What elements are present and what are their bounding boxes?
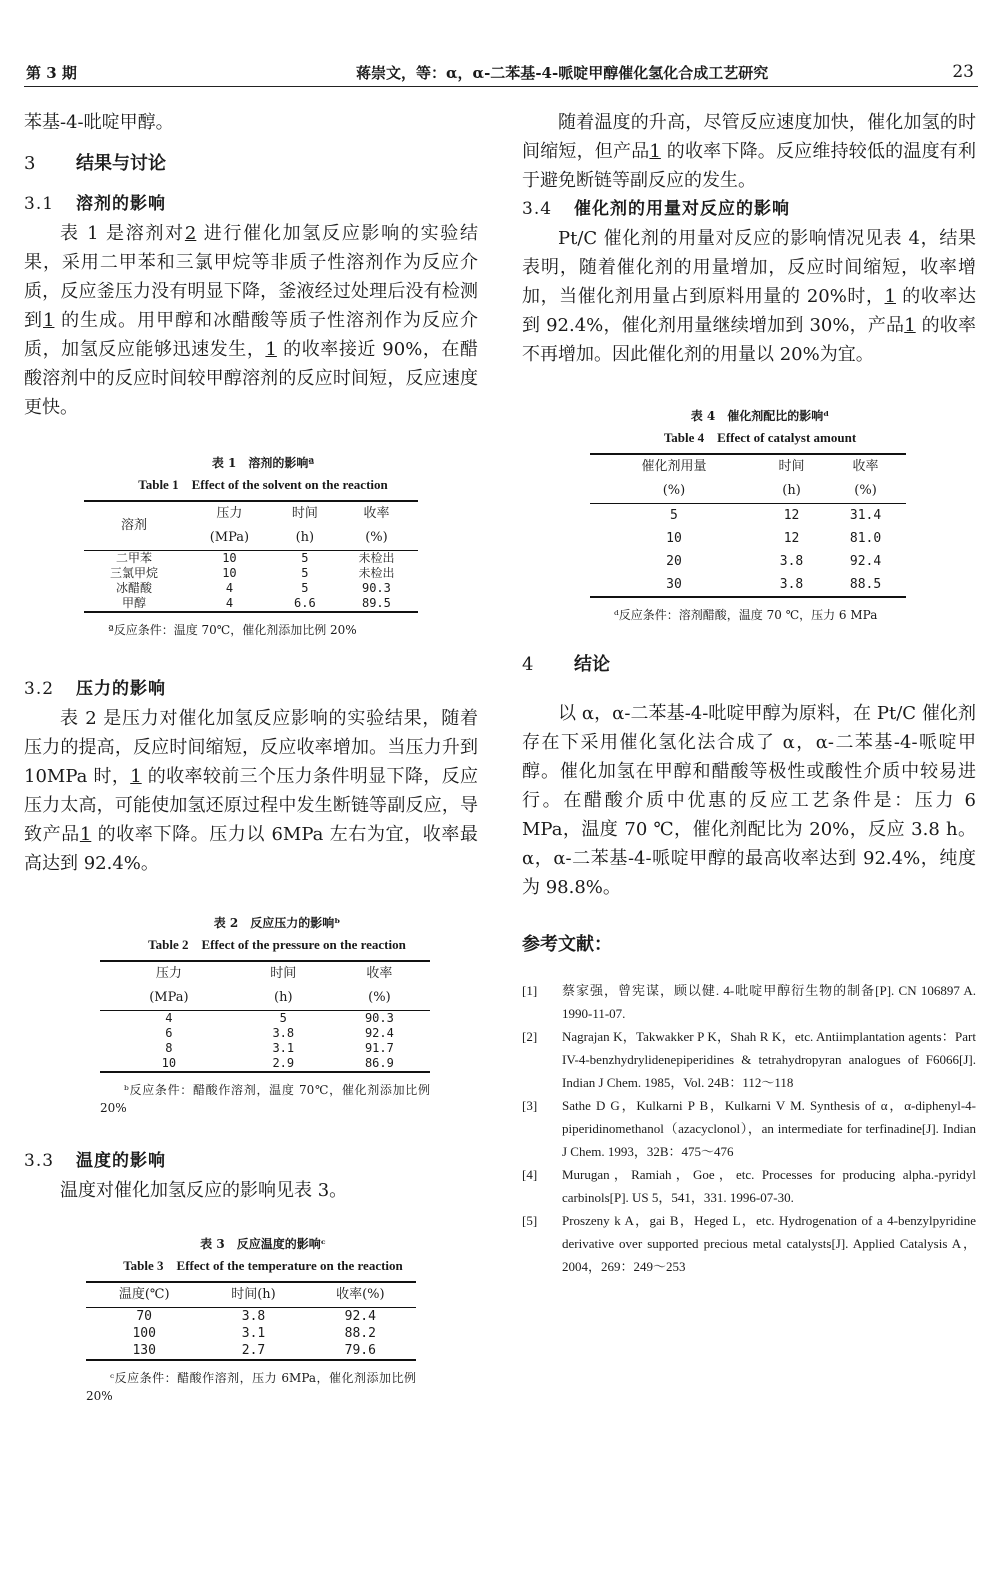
section-number: 3 (24, 153, 36, 174)
cell: 8 (165, 1041, 173, 1055)
reference-list (522, 979, 976, 1278)
cell: 88.2 (344, 1326, 376, 1341)
reference-text: Murugan，Ramiah，Goe，etc. Processes for producing alpha.-pyridyl carbinols[P]. US 5，541，331. 1996-07-30. (562, 1167, 976, 1205)
table-4-note: ᵈ反应条件：溶剂醋酸，温度 70 ℃，压力 6 MPa (614, 608, 878, 622)
col-header: 时间 (758, 454, 825, 479)
cell: 5 (279, 1011, 287, 1025)
reference-item (522, 979, 976, 1025)
text-run: 的收率较前三个压力条件明显下降，反应压力太高，可能使加氢还原过程中发生断链等副反应，导致产品 (24, 766, 478, 845)
col-header: 时间(h) (202, 1282, 304, 1308)
subsection-title: 压力的影响 (76, 679, 166, 699)
reference-text: Nagrajan K，Takwakker P K，Shah R K，etc. Antiimplantation agents：Part IV-4-benzhydrylidenepiperidines & tetrahydropyran analogues of F6066[J]. Indian J Chem. 1985，Vol. 24B：112～118 (562, 1029, 976, 1090)
cell: 3.1 (272, 1041, 295, 1055)
table-2-caption-en (100, 936, 430, 954)
subsection-3-2-heading (24, 675, 478, 704)
col-header: 收率(%) (305, 1282, 416, 1308)
reference-item (522, 1209, 976, 1278)
table-2-block (24, 914, 430, 1117)
section-title: 结果与讨论 (76, 153, 166, 174)
compound-ref: 1 (884, 286, 896, 307)
cell: 未检出 (358, 566, 395, 580)
col-unit: (MPa) (100, 986, 238, 1011)
col-unit: (h) (275, 526, 335, 551)
table-3-caption-cn: 表 3 反应温度的影响ᶜ (200, 1237, 326, 1251)
subsection-number: 3.1 (24, 194, 55, 214)
table-row (86, 1342, 416, 1360)
col-unit: (%) (329, 986, 430, 1011)
cell: 91.7 (364, 1041, 394, 1055)
text-run: 的收率接近 90%，在醋酸溶剂中的反应时间较甲醇溶剂的反应时间短，反应速度更快。 (24, 339, 479, 418)
cell: 92.4 (849, 554, 882, 569)
col-unit: (%) (825, 479, 906, 504)
text-run: Pt/C 催化剂的用量对反应的影响情况见表 4，结果表明，随着催化剂的用量增加，反应时间缩短，收率增加，当催化剂用量占到原料用量的 20%时， (522, 228, 976, 307)
cell: 89.5 (335, 596, 418, 612)
cell: 三氯甲烷 (109, 566, 158, 580)
col-header: 收率 (335, 501, 418, 526)
col-unit: (%) (590, 479, 758, 504)
cell: 10 (222, 551, 237, 565)
reference-item (522, 1025, 976, 1094)
cell: 70 (136, 1309, 153, 1324)
paragraph-pressure (24, 704, 478, 878)
section-title: 结论 (574, 654, 610, 675)
right-column (522, 108, 976, 1278)
table-row (84, 596, 418, 612)
cell: 3.8 (779, 554, 804, 569)
cell: 5 (301, 566, 309, 580)
cell: 4 (225, 581, 234, 595)
subsection-number: 3.2 (24, 679, 55, 699)
table-2-caption-cn: 表 2 反应压力的影响ᵇ (213, 916, 341, 930)
table-4-caption-cn: 表 4 催化剂配比的影响ᵈ (690, 409, 830, 423)
cell: 81.0 (849, 531, 882, 546)
running-title: 蒋崇文，等：α，α-二苯基-4-哌啶甲醇催化氢化合成工艺研究 (356, 64, 769, 82)
paragraph-conclusion: 以 α，α-二苯基-4-吡啶甲醇为原料，在 Pt/C 催化剂存在下采用催化氢化法合成了 α，α-二苯基-4-哌啶甲醇。催化加氢在甲醇和醋酸等极性或酸性介质中较易进行。在醋酸介质中优惠的反应工艺条件是：压力 6 MPa，温度 70 ℃，催化剂配比为 20%，反应 3.8 h。α，α-二苯基-4-哌啶甲醇的最高收率达到 92.4%，纯度为 98.8%。 (522, 703, 976, 898)
paragraph-catalyst (522, 224, 976, 369)
cell: 5 (670, 508, 678, 523)
col-unit: (MPa) (184, 526, 275, 551)
cell: 冰醋酸 (115, 581, 152, 595)
compound-ref: 1 (649, 141, 661, 162)
table-4-caption-en (590, 429, 906, 447)
table-2 (100, 960, 430, 1073)
table-1-caption-en (84, 476, 418, 494)
subsection-title: 温度的影响 (76, 1151, 166, 1171)
cell: 92.4 (344, 1309, 376, 1324)
table-row (86, 1325, 416, 1342)
table-row (590, 504, 906, 528)
table-row (100, 1026, 430, 1041)
reference-number: [3] (522, 1098, 538, 1113)
caption-en-text: Table 1 Effect of the solvent on the reaction (138, 477, 388, 492)
text-run: 的收率达到 92.4%，催化剂用量继续增加到 30%，产品 (522, 286, 976, 336)
col-header: 催化剂用量 (590, 454, 758, 479)
paragraph-temperature-cont (522, 108, 976, 195)
cell: 3.1 (241, 1326, 266, 1341)
cell: 6.6 (275, 596, 335, 612)
compound-ref: 1 (265, 339, 277, 360)
cell: 130 (86, 1342, 202, 1360)
table-2-note: ᵇ反应条件：醋酸作溶剂，温度 70℃，催化剂添加比例 20% (100, 1083, 430, 1115)
text-run: 的生成。用甲醇和冰醋酸等质子性溶剂作为反应介质，加氢反应能够迅速发生， (24, 310, 478, 360)
subsection-title: 溶剂的影响 (76, 194, 166, 214)
table-1 (84, 500, 418, 613)
header-rule (24, 86, 978, 87)
cell: 79.6 (305, 1342, 416, 1360)
reference-number: [4] (522, 1167, 538, 1182)
table-1-note: ª反应条件：温度 70℃，催化剂添加比例 20% (108, 623, 357, 637)
col-header: 溶剂 (84, 501, 184, 551)
table-3-block (24, 1235, 416, 1405)
text-run: 的收率下降。压力以 6MPa 左右为宜，收率最高达到 92.4%。 (24, 824, 478, 874)
section-number: 4 (522, 654, 534, 675)
text-run: 的收率下降。反应维持较低的温度有利于避免断链等副反应的发生。 (522, 141, 976, 191)
table-row (100, 1056, 430, 1072)
subsection-title: 催化剂的用量对反应的影响 (574, 199, 790, 219)
text-run: 表 2 是压力对催化加氢反应影响的实验结果，随着压力的提高，反应时间缩短，反应收率增加。当压力升到 10MPa 时， (24, 708, 478, 787)
compound-ref: 1 (79, 824, 92, 845)
table-3-caption-en (86, 1257, 416, 1275)
table-3 (86, 1281, 416, 1361)
col-header: 收率 (329, 961, 430, 986)
table-4 (590, 453, 906, 598)
caption-en-text: Table 2 Effect of the pressure on the reaction (148, 937, 406, 952)
paragraph-temperature: 温度对催化加氢反应的影响见表 3。 (60, 1180, 348, 1201)
cell: 3.8 (758, 573, 825, 597)
cell: 12 (783, 531, 800, 546)
reference-text: Proszeny k A，gai B，Heged L，etc. Hydrogenation of a 4-benzylpyridine derivative over supported precious metal catalysts[J]. Applied Catalysis A，2004，269：249～253 (562, 1213, 976, 1274)
table-row (590, 550, 906, 573)
cell: 2.9 (238, 1056, 329, 1072)
table-1-block (24, 454, 418, 639)
cell: 二甲苯 (115, 551, 152, 565)
cell: 3.8 (241, 1309, 266, 1324)
col-unit: (h) (758, 479, 825, 504)
cell: 90.3 (364, 1011, 394, 1025)
section-4-heading (522, 650, 976, 679)
caption-en-text: Table 3 Effect of the temperature on the reaction (123, 1258, 403, 1273)
cell: 6 (165, 1026, 173, 1040)
cell: 20 (666, 554, 682, 569)
reference-text: 蔡家强，曾宪谋，顾以健. 4-吡啶甲醇衍生物的制备[P]. CN 106897 A. 1990-11-07. (562, 983, 976, 1021)
col-header: 时间 (238, 961, 329, 986)
col-header: 时间 (275, 501, 335, 526)
reference-text: Sathe D G，Kulkarni P B，Kulkarni V M. Synthesis of α，α-diphenyl-4-piperidinomethanol（azacyclonol），an intermediate for terfinadine[J]. Indian J Chem. 1993，32B：475～476 (562, 1098, 976, 1159)
cell: 2.7 (202, 1342, 304, 1360)
text-run: 进行催化加氢反应影响的实验结果，采用二甲苯和三氯甲烷等非质子性溶剂作为反应介质，反应釜压力没有明显下降，釜液经过处理后没有检测到 (24, 223, 478, 331)
table-row (100, 1041, 430, 1056)
text-run: 随着温度的升高，尽管反应速度加快，催化加氢的时间缩短，但产品 (522, 112, 976, 162)
cell: 31.4 (849, 508, 882, 523)
reference-number: [2] (522, 1029, 538, 1044)
col-header: 压力 (100, 961, 238, 986)
cell: 12 (783, 508, 800, 523)
left-column (24, 108, 478, 1405)
col-header: 收率 (825, 454, 906, 479)
cell: 4 (165, 1011, 173, 1025)
reference-number: [1] (522, 983, 538, 998)
subsection-number: 3.4 (522, 199, 553, 219)
table-3-note: ᶜ反应条件：醋酸作溶剂，压力 6MPa，催化剂添加比例 20% (86, 1371, 416, 1403)
compound-ref: 1 (130, 766, 142, 787)
cell: 92.4 (364, 1026, 394, 1040)
section-3-heading (24, 149, 478, 178)
compound-ref: 1 (43, 310, 55, 331)
continued-text: 苯基-4-吡啶甲醇。 (24, 112, 174, 133)
subsection-3-1-heading (24, 190, 478, 219)
table-row (84, 566, 418, 581)
cell: 5 (301, 551, 309, 565)
table-row (84, 581, 418, 596)
issue-label: 第 3 期 (26, 64, 77, 82)
cell: 30 (590, 573, 758, 597)
table-4-block (522, 407, 906, 624)
col-header: 压力 (184, 501, 275, 526)
cell: 10 (100, 1056, 238, 1072)
table-row (84, 551, 418, 567)
table-row (590, 573, 906, 597)
page-number: 23 (952, 62, 974, 82)
cell: 甲醇 (84, 596, 184, 612)
text-run: 表 1 是溶剂对 (60, 223, 185, 244)
page-header (26, 62, 974, 86)
cell: 86.9 (329, 1056, 430, 1072)
cell: 4 (184, 596, 275, 612)
subsection-3-3-heading (24, 1147, 478, 1176)
subsection-number: 3.3 (24, 1151, 55, 1171)
text-run: 的收率不再增加。因此催化剂的用量以 20%为宜。 (522, 315, 976, 365)
cell: 未检出 (358, 551, 395, 565)
table-row (100, 1011, 430, 1027)
compound-ref: 1 (904, 315, 916, 336)
subsection-3-4-heading (522, 195, 976, 224)
reference-number: [5] (522, 1213, 538, 1228)
compound-ref: 2 (184, 223, 197, 244)
caption-en-text: Table 4 Effect of catalyst amount (663, 430, 857, 445)
paragraph-solvent (24, 219, 478, 422)
col-unit: (%) (335, 526, 418, 551)
reference-item (522, 1163, 976, 1209)
col-header: 温度(℃) (86, 1282, 202, 1308)
cell: 10 (666, 531, 682, 546)
reference-item (522, 1094, 976, 1163)
table-1-caption-cn: 表 1 溶剂的影响ª (211, 456, 315, 470)
cell: 5 (301, 581, 309, 595)
cell: 3.8 (272, 1026, 295, 1040)
table-row (86, 1308, 416, 1326)
col-unit: (h) (238, 986, 329, 1011)
table-row (590, 527, 906, 550)
cell: 90.3 (361, 581, 391, 595)
cell: 88.5 (825, 573, 906, 597)
cell: 10 (222, 566, 237, 580)
references-heading: 参考文献： (522, 934, 612, 955)
cell: 100 (132, 1326, 156, 1341)
